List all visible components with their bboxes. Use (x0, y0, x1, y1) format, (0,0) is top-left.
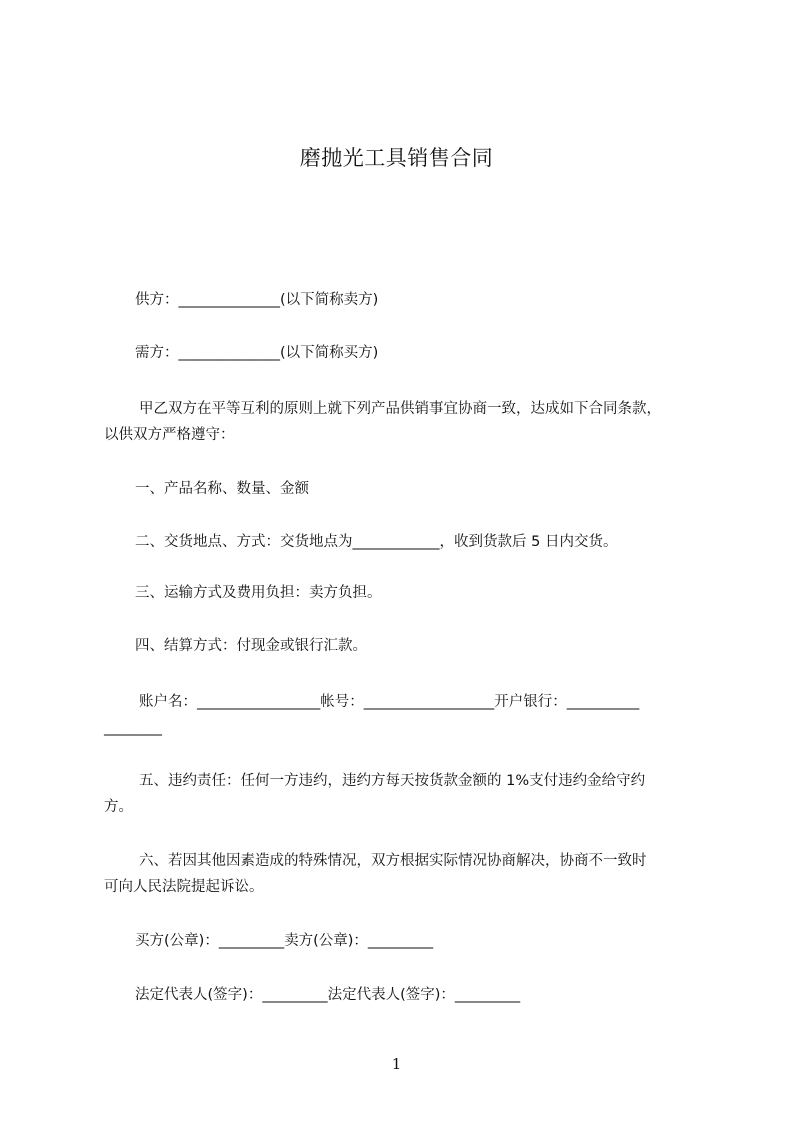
clause-6-line-1: 六、若因其他因素造成的特殊情况，双方根据实际情况协商解决，协商不一致时 (139, 853, 647, 869)
page-title: 磨抛光工具销售合同 (299, 146, 494, 170)
clause-5-line-2: 方。 (104, 799, 133, 815)
signature-line: 法定代表人(签字)：_________法定代表人(签字)：_________ (135, 987, 521, 1003)
intro-line-1: 甲乙双方在平等互利的原则上就下列产品供销事宜协商一致，达成如下合同条款， (139, 401, 661, 417)
clause-4: 四、结算方式：付现金或银行汇款。 (135, 638, 367, 654)
clause-1: 一、产品名称、数量、金额 (135, 481, 309, 497)
intro-line-2: 以供双方严格遵守： (104, 427, 235, 443)
clause-2: 二、交货地点、方式：交货地点为____________，收到货款后 5 日内交货。 (135, 534, 618, 550)
supplier-line: 供方：______________(以下简称卖方) (135, 292, 379, 308)
clause-3: 三、运输方式及费用负担：卖方负担。 (135, 585, 382, 601)
clause-5-line-1: 五、违约责任：任何一方违约，违约方每天按货款金额的 1%支付违约金给守约 (139, 773, 646, 789)
seal-line: 买方(公章)：_________卖方(公章)：_________ (135, 933, 434, 949)
clause-6-line-2: 可向人民法院提起诉讼。 (104, 879, 264, 895)
page-number: 1 (391, 1055, 402, 1073)
account-line-2: ________ (104, 720, 162, 736)
buyer-line: 需方：______________(以下简称买方) (135, 345, 379, 361)
account-line-1: 账户名：_________________帐号：__________________开户银行：__________ (139, 694, 640, 710)
